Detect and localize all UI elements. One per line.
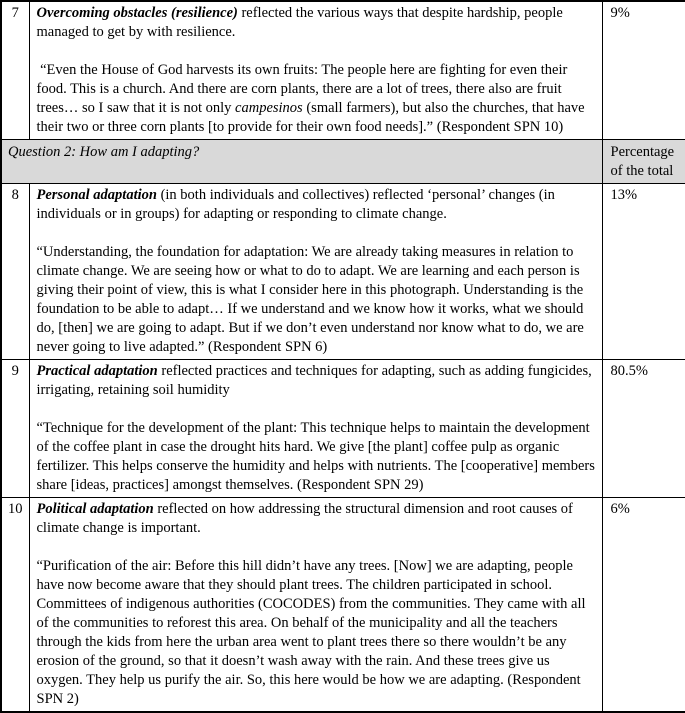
text-segment: “Even the House of God harvests its own fruits: The people here are fighting for even their food. This is a church. And there are corn plants, there are a lot of trees, there also are fruit trees… so I saw that it is not only (36, 62, 571, 116)
row-number-cell: 10 (1, 498, 29, 713)
theme-row (1, 498, 685, 713)
percentage-cell: 9% (602, 1, 685, 140)
text-segment: reflected on how addressing the structural dimension and root causes of climate change is important. (36, 501, 577, 536)
percentage-cell: 6% (602, 498, 685, 713)
paragraph (36, 419, 599, 495)
percentage-cell: 80.5% (602, 360, 685, 498)
description-cell (29, 360, 602, 498)
paragraph (37, 500, 596, 538)
row-number-cell: 8 (1, 184, 29, 360)
text-segment: campesinos (235, 100, 303, 116)
theme-row (1, 184, 685, 360)
paragraph (37, 362, 596, 400)
percentage-cell: 13% (602, 184, 685, 360)
paragraph (37, 243, 596, 357)
theme-row (1, 360, 685, 498)
question-header-cell: Question 2: How am I adapting? (1, 140, 602, 184)
theme-term: Personal adaptation (36, 187, 157, 203)
theme-row (1, 1, 685, 140)
paragraph (37, 61, 596, 137)
description-cell (29, 1, 602, 140)
percentage-header-cell: Percentage of the total (602, 140, 685, 184)
description-cell (29, 184, 602, 360)
paragraph (37, 557, 596, 709)
text-segment: reflected practices and techniques for adapting, such as adding fungicides, irrigating, retaining soil humidity (36, 363, 596, 398)
description-cell (29, 498, 602, 713)
text-segment: reflected the various ways that despite hardship, people managed to get by with resilience. (36, 5, 567, 40)
theme-term: Overcoming obstacles (resilience) (36, 5, 238, 21)
row-number-cell: 9 (1, 360, 29, 498)
text-segment: (small farmers), but also the churches, that have their two or three corn plants [to provide for their own food needs].” (Respondent SPN 10) (36, 100, 589, 135)
text-segment: “Technique for the development of the plant: This technique helps to maintain the development of the coffee plant in case the drought hits hard. We give [the plant] coffee pulp as organic fertilizer. This helps conserve the humidity and helps with nutrients. The [cooperative] members share [ideas, practices] amongst themselves. (Respondent SPN 29) (36, 420, 599, 493)
text-segment: (in both individuals and collectives) reflected ‘personal’ changes (in individuals or in groups) for adapting or responding to climate change. (36, 187, 559, 222)
table-body (1, 1, 685, 712)
row-number-cell: 7 (1, 1, 29, 140)
paragraph (37, 4, 596, 42)
theme-term: Political adaptation (36, 501, 154, 517)
text-segment: “Purification of the air: Before this hill didn’t have any trees. [Now] we are adapting, people have now become aware that they should plant trees. The children participated in school. Committees of indigenous authorities (COCODES) from the communities. They came with all of the communities to reforest this area. On behalf of the municipality and all the teachers through the kids from here the urban area went to plant trees there so there wouldn’t be any erosion of the ground, so that it doesn’t wash away with the rain. And these trees give us oxygen. They help us purify the air. So, this here would be how we are adapting. (Respondent SPN 2) (36, 558, 590, 707)
paragraph (37, 186, 596, 224)
text-segment: “Understanding, the foundation for adaptation: We are already taking measures in relation to climate change. We are seeing how or what to do to adapt. We are learning and each person is giving their point of view, this is what I consider here in this photograph. Understanding is the foundation to be able to adapt… If we understand and we know how it works, what we should do, [then] we are going to adapt. But if we don’t even understand nor know what to do, we are never going to live adapted.” (Respondent SPN 6) (36, 244, 588, 355)
theme-term: Practical adaptation (36, 363, 158, 379)
question-section-row (1, 140, 685, 184)
